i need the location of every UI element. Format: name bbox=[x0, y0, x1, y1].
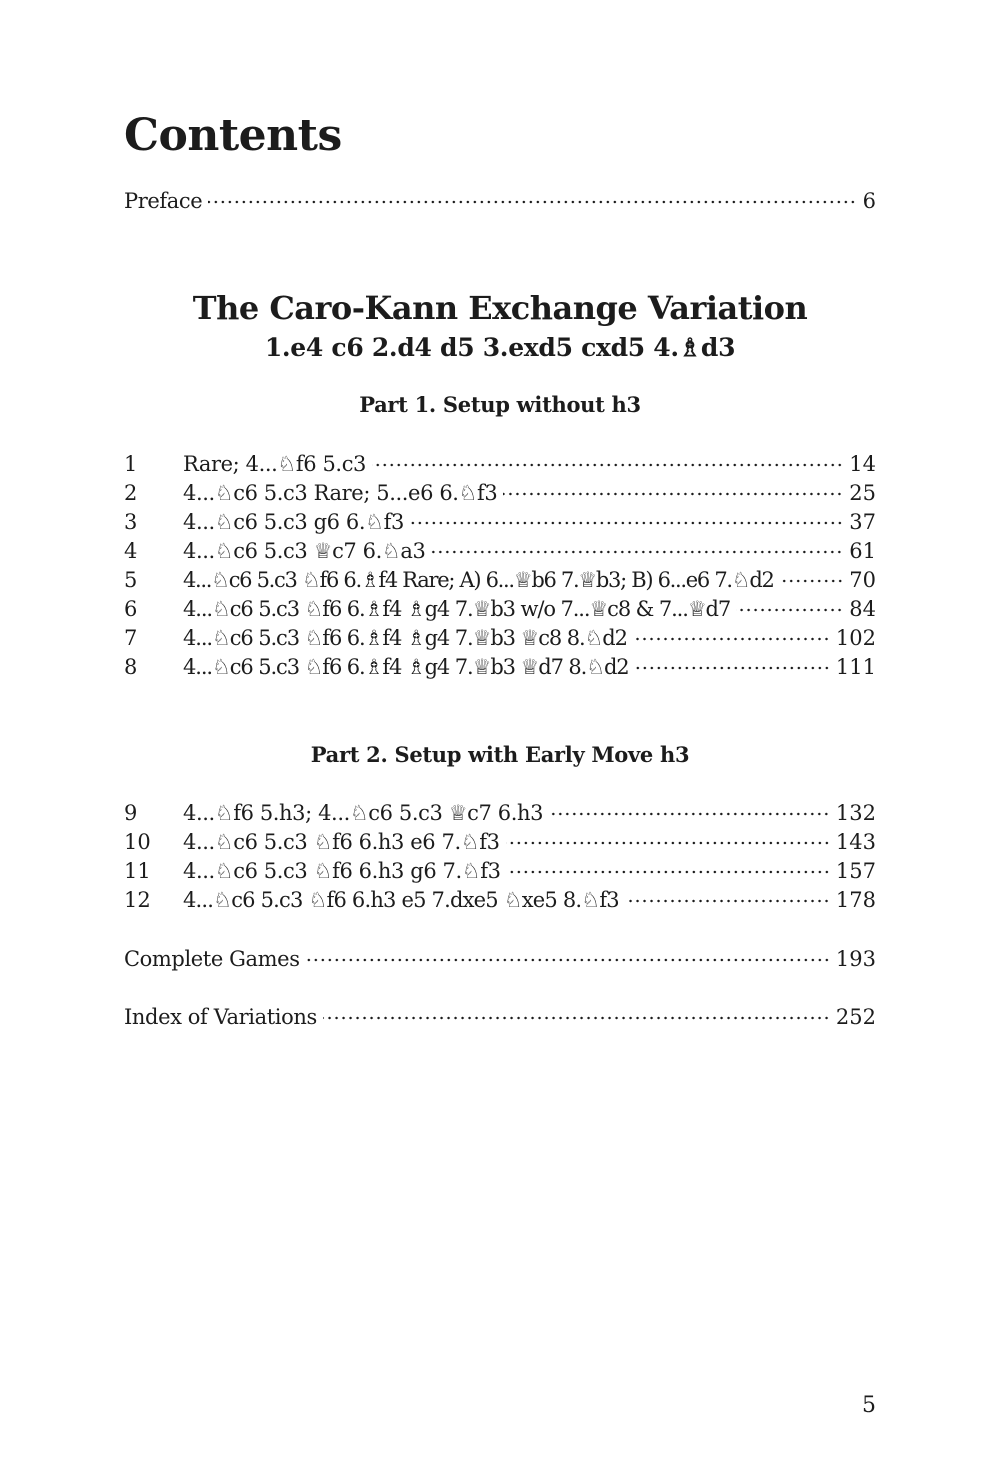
dot-leader bbox=[780, 579, 844, 583]
dot-leader bbox=[625, 899, 830, 903]
toc-entry-chapter-2[interactable] bbox=[124, 480, 876, 506]
dot-leader bbox=[736, 608, 843, 612]
toc-entry-complete-games[interactable] bbox=[124, 946, 876, 972]
toc-entry-label: Rare; 4...♘f6 5.c3 bbox=[183, 452, 367, 476]
toc-entry-label: 4...♘c6 5.c3 g6 6.♘f3 bbox=[183, 510, 404, 534]
toc-entry-chapter-6[interactable] bbox=[124, 596, 876, 622]
toc-entry-page: 70 bbox=[849, 568, 876, 592]
toc-entry-chapter-9[interactable] bbox=[124, 800, 876, 826]
toc-entry-label: 4...♘c6 5.c3 ♘f6 6.♗f4 ♗g4 7.♕b3 ♕d7 8.♘d2 bbox=[183, 655, 629, 679]
toc-entry-label: 4...♘c6 5.c3 ♘f6 6.♗f4 ♗g4 7.♕b3 ♕c8 8.♘d2 bbox=[183, 626, 627, 650]
toc-entry-chapter-8[interactable] bbox=[124, 654, 876, 680]
toc-entry-chapter-10[interactable] bbox=[124, 829, 876, 855]
toc-entry-chapter-3[interactable] bbox=[124, 509, 876, 535]
chapter-number: 7 bbox=[124, 626, 138, 650]
toc-entry-page: 84 bbox=[849, 597, 876, 621]
toc-entry-page: 37 bbox=[849, 510, 876, 534]
toc-entry-page: 193 bbox=[835, 947, 876, 971]
toc-entry-page: 111 bbox=[835, 655, 876, 679]
toc-entry-label: Index of Variations bbox=[124, 1005, 317, 1029]
dot-leader bbox=[507, 870, 830, 874]
toc-entry-label: 4...♘c6 5.c3 ♕c7 6.♘a3 bbox=[183, 539, 426, 563]
chapter-number: 9 bbox=[124, 801, 138, 825]
toc-entry-page: 143 bbox=[835, 830, 876, 854]
chapter-number: 5 bbox=[124, 568, 138, 592]
toc-entry-chapter-4[interactable] bbox=[124, 538, 876, 564]
page-number: 5 bbox=[862, 1393, 876, 1418]
dot-leader bbox=[323, 1016, 830, 1020]
toc-entry-page: 102 bbox=[835, 626, 876, 650]
toc-entry-page: 14 bbox=[849, 452, 876, 476]
toc-entry-label: 4...♘c6 5.c3 Rare; 5...e6 6.♘f3 bbox=[183, 481, 498, 505]
toc-entry-page: 157 bbox=[835, 859, 876, 883]
toc-entry-label: 4...♘c6 5.c3 ♘f6 6.h3 e6 7.♘f3 bbox=[183, 830, 500, 854]
toc-entry-label: Preface bbox=[124, 189, 203, 213]
chapter-number: 3 bbox=[124, 510, 138, 534]
toc-entry-label: 4...♘c6 5.c3 ♘f6 6.h3 e5 7.dxe5 ♘xe5 8.♘f3 bbox=[183, 888, 619, 912]
toc-entry-label: 4...♘c6 5.c3 ♘f6 6.h3 g6 7.♘f3 bbox=[183, 859, 501, 883]
chapter-number: 1 bbox=[124, 452, 138, 476]
dot-leader bbox=[549, 812, 830, 816]
chapter-number: 4 bbox=[124, 539, 138, 563]
contents-heading: Contents bbox=[124, 110, 342, 161]
toc-entry-page: 6 bbox=[862, 189, 876, 213]
toc-entry-page: 25 bbox=[849, 481, 876, 505]
dot-leader bbox=[506, 841, 830, 845]
section-title: The Caro-Kann Exchange Variation bbox=[192, 289, 808, 327]
toc-entry-page: 252 bbox=[835, 1005, 876, 1029]
section-moves: 1.e4 c6 2.d4 d5 3.exd5 cxd5 4.♗d3 bbox=[264, 333, 736, 362]
dot-leader bbox=[306, 958, 830, 962]
dot-leader bbox=[633, 637, 830, 641]
dot-leader bbox=[503, 492, 843, 496]
toc-entry-label: 4...♘f6 5.h3; 4...♘c6 5.c3 ♕c7 6.h3 bbox=[183, 801, 544, 825]
toc-entry-page: 132 bbox=[835, 801, 876, 825]
toc-entry-page: 61 bbox=[849, 539, 876, 563]
chapter-number: 2 bbox=[124, 481, 138, 505]
dot-leader bbox=[208, 200, 856, 204]
toc-entry-chapter-7[interactable] bbox=[124, 625, 876, 651]
dot-leader bbox=[635, 666, 830, 670]
chapter-number: 11 bbox=[124, 859, 151, 883]
toc-entry-chapter-1[interactable] bbox=[124, 451, 876, 477]
chapter-number: 8 bbox=[124, 655, 138, 679]
toc-entry-chapter-5[interactable] bbox=[124, 567, 876, 593]
chapter-number: 10 bbox=[124, 830, 151, 854]
chapter-number: 12 bbox=[124, 888, 151, 912]
toc-entry-page: 178 bbox=[835, 888, 876, 912]
dot-leader bbox=[431, 550, 843, 554]
toc-entry-label: 4...♘c6 5.c3 ♘f6 6.♗f4 ♗g4 7.♕b3 w/o 7...♕c8 & 7...♕d7 bbox=[183, 597, 731, 621]
part-1-title: Part 1. Setup without h3 bbox=[359, 392, 641, 417]
chapter-number: 6 bbox=[124, 597, 138, 621]
part-2-title: Part 2. Setup with Early Move h3 bbox=[310, 742, 690, 767]
toc-entry-label: 4...♘c6 5.c3 ♘f6 6.♗f4 Rare; A) 6...♕b6 7.♕b3; B) 6...e6 7.♘d2 bbox=[183, 568, 774, 592]
toc-entry-index[interactable] bbox=[124, 1004, 876, 1030]
dot-leader bbox=[372, 463, 843, 467]
toc-entry-label: Complete Games bbox=[124, 947, 300, 971]
toc-entry-preface[interactable] bbox=[124, 188, 876, 214]
toc-entry-chapter-11[interactable] bbox=[124, 858, 876, 884]
dot-leader bbox=[410, 521, 843, 525]
toc-entry-chapter-12[interactable] bbox=[124, 887, 876, 913]
